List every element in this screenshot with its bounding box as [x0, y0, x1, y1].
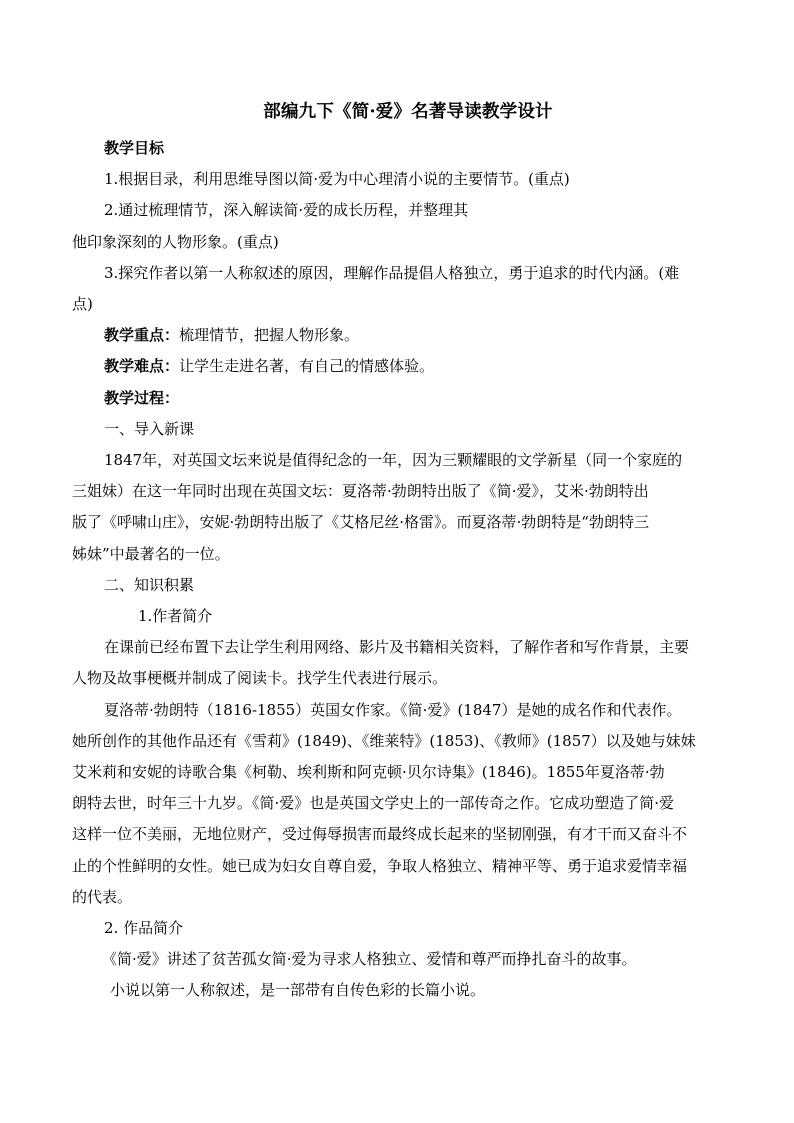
key-point	[72, 320, 724, 351]
section-1-heading: 一、导入新课	[104, 419, 195, 438]
bio-line-4: 朗特去世，时年三十九岁。《简·爱》也是英国文学史上的一部传奇之作。它成功塑造了简·爱	[72, 794, 675, 813]
objective-1: 1.根据目录，利用思维导图以简·爱为中心理清小说的主要情节。(重点)	[104, 170, 570, 189]
author-line-1: 在课前已经布置下去让学生利用网络、影片及书籍相关资料，了解作者和写作背景，主要	[104, 638, 690, 657]
section-2-heading: 二、知识积累	[104, 575, 195, 594]
bio-line-5: 这样一位不美丽，无地位财产，受过侮辱损害而最终成长起来的坚韧刚强，有才干而又奋斗不	[72, 825, 688, 844]
objective-2-line-1: 2.通过梳理情节，深入解读简·爱的成长历程，并整理其	[104, 201, 469, 220]
objective-2-line-2: 他印象深刻的人物形象。(重点)	[72, 232, 279, 251]
page-title: 部编九下《简·爱》名著导读教学设计	[263, 102, 553, 122]
key-point-text: 梳理情节，把握人物形象。	[179, 326, 360, 345]
work-line-2: 小说以第一人称叙述，是一部带有自传色彩的长篇小说。	[110, 981, 486, 1000]
difficult-point-text: 让学生走进名著，有自己的情感体验。	[179, 357, 435, 376]
bio-line-1: 夏洛蒂·勃朗特（1816-1855）英国女作家。《简·爱》(1847）是她的成名作和代表作。	[104, 700, 682, 719]
document-page	[72, 100, 724, 1007]
bio-line-3: 艾米莉和安妮的诗歌合集《柯勒、埃利斯和阿克顿·贝尔诗集》(1846)。1855年夏洛蒂·勃	[72, 763, 665, 782]
objective-3-line-1: 3.探究作者以第一人称叙述的原因，理解作品提倡人格独立，勇于追求的时代内涵。(难	[104, 263, 680, 282]
intro-line-2: 三姐妹）在这一年同时出现在英国文坛：夏洛蒂·勃朗特出版了《简·爱》，艾米·勃朗特出	[72, 482, 649, 501]
subsection-work-heading: 2. 作品简介	[104, 919, 184, 938]
bio-line-7: 的代表。	[72, 887, 133, 906]
work-line-1: 《简·爱》讲述了贫苦孤女简·爱为寻求人格独立、爱情和尊严而挣扎奋斗的故事。	[102, 950, 637, 969]
bio-line-6: 止的个性鲜明的女性。她已成为妇女自尊自爱，争取人格独立、精神平等、勇于追求爱情幸福	[72, 856, 688, 875]
intro-line-3: 版了《呼啸山庄》，安妮·勃朗特出版了《艾格尼丝·格雷》。而夏洛蒂·勃朗特是“勃朗特三	[72, 513, 649, 532]
objective-3-line-2: 点)	[72, 295, 93, 314]
intro-line-1: 1847年，对英国文坛来说是值得纪念的一年，因为三颗耀眼的文学新星（同一个家庭的	[104, 451, 683, 470]
objectives-heading: 教学目标	[104, 139, 165, 157]
intro-line-4: 姊妹”中最著名的一位。	[72, 544, 230, 563]
process-heading: 教学过程：	[104, 388, 180, 407]
key-point-label: 教学重点：	[104, 326, 180, 345]
bio-line-2: 她所创作的其他作品还有《雪莉》(1849)、《维莱特》(1853)、《教师》(1857）以及她与妹妹	[72, 731, 696, 750]
difficult-point-label: 教学难点：	[104, 357, 180, 376]
author-line-2: 人物及故事梗概并制成了阅读卡。找学生代表进行展示。	[72, 669, 448, 688]
difficult-point	[72, 351, 724, 382]
subsection-author-heading: 1.作者简介	[138, 607, 213, 626]
